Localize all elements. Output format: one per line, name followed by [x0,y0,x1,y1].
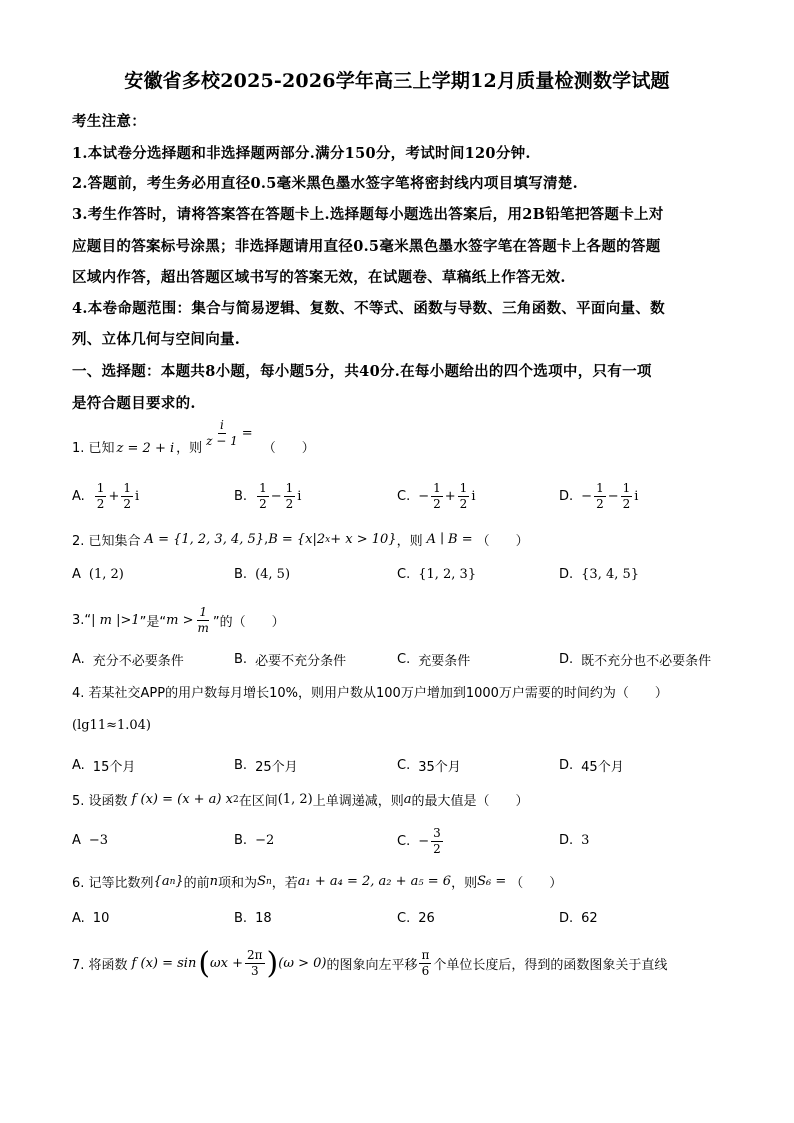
q6-sum: S [257,874,266,889]
q1-answer-paren: （ ） [262,441,315,457]
q3-option-a-label: A. [72,652,85,667]
q4-option-c-label: C. [397,758,411,773]
q5-option-c-sign: − [418,833,430,849]
q7-big-paren-close: ) [266,946,279,981]
q1-option-d-sign: − [581,488,593,504]
q2-option-a-text: (1, 2) [88,567,124,582]
q1-option-c-frac1-den: 2 [433,496,441,511]
q1-option-d-tail: i [634,488,639,504]
q3-fraction-numerator: 1 [199,605,208,619]
q6-sequence-end: } [175,874,184,889]
q2-option-d-label: D. [559,567,574,582]
q2-separator: , [264,532,269,547]
q5-tail: 的最大值是 [411,794,477,809]
question-6 [72,872,562,891]
q3-option-a-text: 充分不必要条件 [92,654,184,669]
q1-option-a-tail: i [134,488,140,504]
q7-big-paren-open: ( [198,946,211,981]
q2-options [72,567,752,597]
notice-line-4: 应题目的答案标号涂黑；非选择题请用直径0.5毫米黑色墨水签字笔在答题卡上各题的答题 [72,238,661,255]
q3-option-d[interactable] [559,650,711,669]
q6-option-d-text: 62 [581,911,598,926]
q1-mid: ，则 [176,441,203,457]
q4-line-1: 4. 若某社交APP的用户数每月增长10%，则用户数从100万户增加到1000万户需要的时间约为 [72,686,616,701]
q3-options [72,650,752,680]
q5-option-c-frac-den: 2 [433,841,441,856]
q2-answer-paren: （ ） [476,534,529,549]
notice-line-2: 2.答题前，考生务必用直径0.5毫米黑色墨水签字笔将密封线内项目填写清楚. [72,175,579,192]
q1-option-c-frac2-den: 2 [459,496,468,511]
q1-option-a-op: + [108,488,120,504]
question-4 [72,682,668,701]
q4-option-d-text: 45个月 [581,760,624,775]
section-heading-line-1: 一、选择题：本题共8小题，每小题5分，共40分.在每小题给出的四个选项中，只有一项 [72,363,652,380]
q4-options [72,756,752,786]
q7-condition: (ω > 0) [278,956,327,971]
q1-option-c-frac2-num: 1 [459,481,468,495]
q4-option-a[interactable] [72,756,135,775]
q3-option-c-label: C. [397,652,411,667]
q5-option-a-text: −3 [88,833,109,848]
q2-option-c-text: {1, 2, 3} [418,567,477,582]
notice-line-1: 1.本试卷分选择题和非选择题两部分.满分150分，考试时间120分钟. [72,145,531,162]
q1-option-a-frac1-den: 2 [96,496,105,511]
q4-line-2: (lg11≈1.04) [72,718,152,733]
q1-option-a-label: A. [72,488,85,504]
q5-option-b-text: −2 [255,833,275,848]
q1-option-d-frac1-den: 2 [596,496,604,511]
q6-n: n [209,874,219,889]
q4-option-d-label: D. [559,758,574,773]
q6-option-c[interactable] [397,911,435,926]
q6-condition: a₁ + a₄ = 2, a₂ + a₅ = 6 [297,874,452,889]
q3-condition-2: m > [166,612,194,628]
q4-answer-paren: （ ） [615,686,668,701]
q1-option-b-label: B. [234,488,248,504]
q1-fraction-denominator: z − 1 [206,433,238,448]
q3-option-a[interactable] [72,650,184,669]
q6-sum-subscript: n [265,876,272,887]
q7-fraction-numerator: 2π [247,948,263,963]
q1-option-c-frac1-num: 1 [433,481,441,495]
q2-number: 2. 已知集合 [72,534,141,549]
q6-option-a-label: A. [72,911,85,926]
q1-condition: z = 2 + i [116,441,175,457]
q6-mid: 的前 [183,876,210,891]
q7-mid: 的图象向左平移 [326,958,418,973]
q2-set-b-exponent: x [325,534,331,545]
q6-option-c-text: 26 [418,911,435,926]
q1-option-a-frac1-num: 1 [96,481,105,495]
question-7 [72,946,667,981]
q7-inner: ωx + [210,956,244,971]
notice-line-6: 4.本卷命题范围：集合与简易逻辑、复数、不等式、函数与导数、三角函数、平面向量、数 [72,300,665,317]
q1-option-a[interactable] [72,482,139,510]
q3-condition-1: | m |>1 [91,612,140,628]
q7-shift-fraction [419,949,431,977]
q4-option-a-text: 15个月 [92,760,136,775]
q1-fraction [204,419,240,447]
q5-options [72,827,752,857]
section-heading-line-2: 是符合题目要求的. [72,395,196,412]
q4-option-a-label: A. [72,758,85,773]
q4-option-d[interactable] [559,756,624,775]
q7-number: 7. 将函数 [72,958,128,973]
q1-option-d-frac1-num: 1 [596,481,604,495]
q1-option-c-label: C. [397,488,411,504]
q3-number: 3. [72,612,85,628]
q3-quote-mid: ”是“ [139,614,167,630]
q1-option-c[interactable] [397,482,475,510]
q6-option-a-text: 10 [92,911,110,926]
q6-option-b-label: B. [234,911,248,926]
q7-shift-denominator: 6 [421,964,430,978]
q1-fraction-numerator: i [220,418,224,432]
q5-option-d-text: 3 [581,833,590,848]
q5-variable: a [403,792,412,807]
q4-option-c-text: 35个月 [418,760,461,775]
q7-shift-numerator: π [421,948,430,963]
q5-answer-paren: （ ） [476,794,529,809]
q6-option-b[interactable] [234,911,272,926]
q4-option-b-text: 25个月 [255,760,298,775]
q5-interval: (1, 2) [277,792,313,807]
q1-option-d-op: − [607,488,619,504]
q7-fraction [245,949,265,977]
q1-option-d[interactable] [559,482,638,510]
q5-option-b[interactable] [234,833,274,848]
q1-option-b-frac1-num: 1 [259,481,267,495]
q6-ask: S₆ = [477,874,507,889]
q5-option-b-label: B. [234,833,248,848]
q1-option-c-op: + [444,488,456,504]
question-3 [72,606,285,634]
q3-option-b[interactable] [234,650,346,669]
q1-option-b-op: − [270,488,282,504]
q2-option-c-label: C. [397,567,411,582]
q6-sequence-subscript: n [169,876,176,887]
q3-quote-open: “ [84,612,92,628]
q3-option-d-label: D. [559,652,574,667]
q2-set-b-rest: + x > 10} [330,532,397,547]
q2-set-a: A = {1, 2, 3, 4, 5} [144,532,265,547]
notice-line-3: 3.考生作答时，请将答案答在答题卡上.选择题每小题选出答案后，用2B铅笔把答题卡上对 [72,206,664,223]
q5-mid: 在区间 [238,794,278,809]
q2-option-a[interactable] [72,567,124,582]
q6-option-b-text: 18 [255,911,272,926]
q1-option-b-frac2-num: 1 [285,481,294,495]
q2-option-d[interactable] [559,567,639,582]
q4-option-b-label: B. [234,758,248,773]
q1-number: 1. 已知 [72,441,115,457]
q1-options [72,482,752,512]
q6-mid-3: ，若 [271,876,298,891]
q3-option-b-label: B. [234,652,248,667]
q3-option-c[interactable] [397,650,470,669]
q3-fraction [196,606,211,634]
q5-option-c-label: C. [397,833,411,849]
q5-option-d[interactable] [559,833,589,848]
notice-line-5: 区域内作答，超出答题区域书写的答案无效，在试题卷、草稿纸上作答无效. [72,269,566,286]
q1-option-b-tail: i [297,488,302,504]
q6-mid-4: ，则 [451,876,478,891]
q2-mid: ，则 [396,534,423,549]
q5-function: f (x) = (x + a) x [131,792,233,807]
q2-option-b-label: B. [234,567,248,582]
q7-fraction-denominator: 3 [250,964,259,978]
q2-set-b: B = {x|2 [268,532,326,547]
q5-option-a[interactable] [72,833,108,848]
q6-option-d[interactable] [559,911,598,926]
q1-option-b[interactable] [234,482,301,510]
q5-number: 5. 设函数 [72,794,128,809]
q3-option-b-text: 必要不充分条件 [255,654,347,669]
q1-option-b-frac2-den: 2 [285,496,294,511]
q5-option-d-label: D. [559,833,574,848]
q5-option-c[interactable] [397,827,445,855]
q5-option-a-label: A [72,833,81,848]
q7-tail: 个单位长度后，得到的函数图象关于直线 [433,958,668,973]
q2-expression: A ∣ B = [426,532,473,547]
notice-heading: 考生注意： [72,113,146,130]
question-1 [72,418,315,457]
page-title: 安徽省多校2025-2026学年高三上学期12月质量检测数学试题 [124,70,670,92]
q5-option-c-frac-num: 3 [433,826,441,840]
q2-option-a-label: A [72,567,81,582]
q1-option-a-frac2-den: 2 [123,496,131,511]
q6-number: 6. 记等比数列 [72,876,154,891]
q6-answer-paren: （ ） [510,876,563,891]
q5-exponent: 2 [232,794,239,805]
q1-option-d-frac2-num: 1 [622,481,631,495]
question-5 [72,790,529,809]
q6-option-c-label: C. [397,911,411,926]
q6-options [72,911,752,941]
q1-option-c-tail: i [471,488,476,504]
q2-option-c[interactable] [397,567,476,582]
q3-option-d-text: 既不充分也不必要条件 [581,654,712,669]
q7-function: f (x) = sin [131,956,197,971]
q6-option-d-label: D. [559,911,574,926]
q6-option-a[interactable] [72,911,109,926]
q3-quote-close: ”的 [212,614,233,630]
q1-option-b-frac1-den: 2 [259,496,267,511]
q1-option-a-frac2-num: 1 [123,481,131,495]
q3-fraction-denominator: m [197,620,209,635]
q2-option-d-text: {3, 4, 5} [581,567,640,582]
notice-line-7: 列、立体几何与空间向量. [72,331,241,348]
q2-option-b[interactable] [234,567,290,582]
q4-option-b[interactable] [234,756,298,775]
q6-mid-2: 项和为 [218,876,258,891]
q4-option-c[interactable] [397,756,461,775]
q1-option-d-label: D. [559,488,574,504]
question-2 [72,530,529,549]
q3-option-c-text: 充要条件 [418,654,471,669]
q1-option-d-frac2-den: 2 [622,496,631,511]
q1-option-c-sign: − [418,488,430,504]
q5-mid-2: 上单调递减，则 [312,794,404,809]
q3-answer-paren: （ ） [232,614,285,630]
q1-equals: = [241,425,253,441]
q2-option-b-text: (4, 5) [255,567,291,582]
q6-sequence: {a [153,874,170,889]
